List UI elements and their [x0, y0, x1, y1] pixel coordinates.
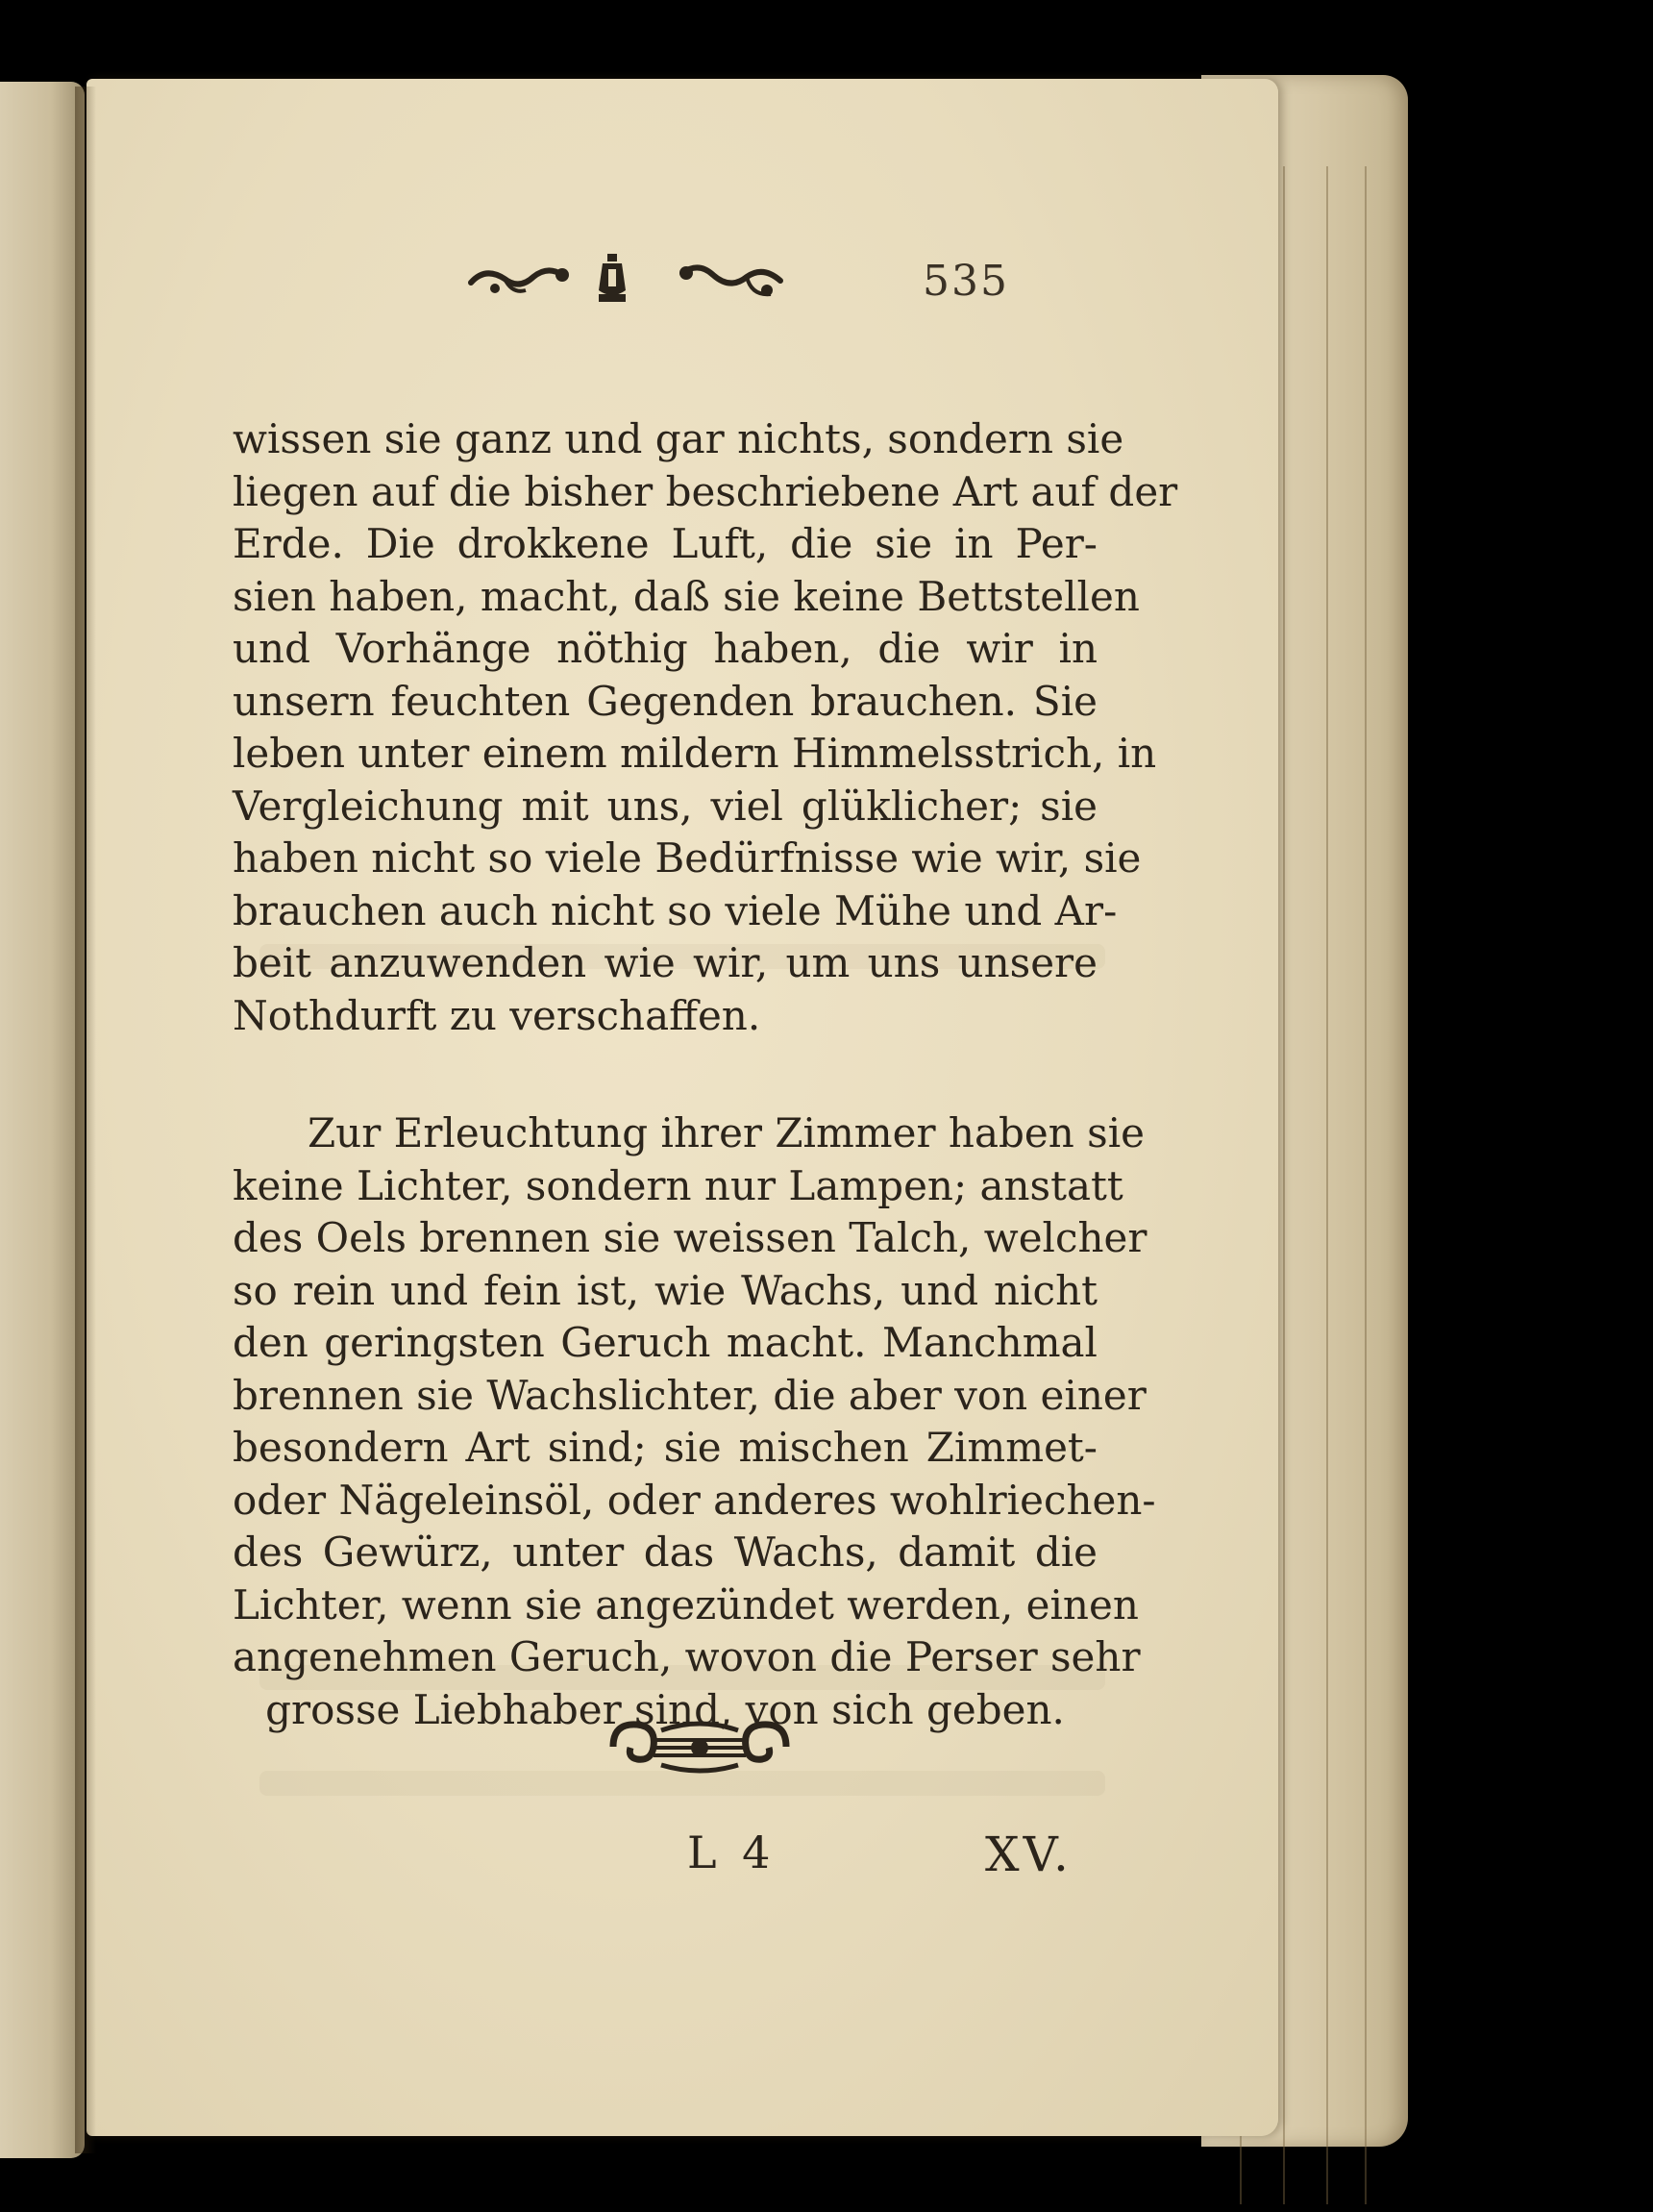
text-line: grosse Liebhaber sind, von sich geben. — [265, 1685, 1065, 1733]
text-line: Vergleichung mit uns, viel glüklicher; sie — [233, 782, 1098, 830]
text-line: unsern feuchten Gegenden brauchen. Sie — [233, 677, 1098, 725]
text-line: wissen sie ganz und gar nichts, sondern sie — [233, 415, 1124, 462]
text-line: so rein und fein ist, wie Wachs, und nicht — [233, 1266, 1098, 1314]
text-line: angenehmen Geruch, wovon die Perser sehr — [233, 1633, 1141, 1680]
text-line: Erde. Die drokkene Luft, die sie in Per- — [233, 520, 1098, 567]
tailpiece-ornament-icon — [604, 1713, 796, 1780]
vase-ornament-icon — [593, 252, 631, 306]
text-line: Zur Erleuchtung ihrer Zimmer haben sie — [308, 1109, 1145, 1156]
text-line: brauchen auch nicht so viele Mühe und Ar- — [233, 886, 1118, 934]
text-line: sien haben, macht, daß sie keine Bettstellen — [233, 572, 1140, 620]
text-line: des Gewürz, unter das Wachs, damit die — [233, 1529, 1098, 1576]
page-number: 535 — [923, 257, 1009, 306]
signature-mark: L 4 — [687, 1827, 777, 1878]
text-line: leben unter einem mildern Himmelsstrich, in — [233, 730, 1157, 777]
scroll-ornament-icon — [466, 261, 572, 300]
text-line: beit anzuwenden wie wir, um uns unsere — [233, 939, 1098, 986]
page-edge-line — [1283, 166, 1285, 2204]
text-line: liegen auf die bisher beschriebene Art auf der — [233, 467, 1178, 515]
text-line: Nothdurft zu verschaffen. — [233, 991, 761, 1039]
text-line: brennen sie Wachslichter, die aber von einer — [233, 1371, 1147, 1419]
text-line: oder Nägeleinsöl, oder anderes wohlriechen- — [233, 1476, 1156, 1524]
text-line: keine Lichter, sondern nur Lampen; anstatt — [233, 1161, 1123, 1209]
previous-page-edge — [0, 82, 85, 2158]
book-page — [86, 79, 1278, 2136]
paragraph — [233, 413, 1178, 1042]
page-edge-line — [1365, 166, 1367, 2204]
page-body-text — [233, 413, 1178, 1736]
text-line: den geringsten Geruch macht. Manchmal — [233, 1319, 1098, 1366]
text-line: Lichter, wenn sie angezündet werden, einen — [233, 1580, 1139, 1628]
paragraph — [233, 1107, 1156, 1736]
gutter-shadow — [75, 87, 96, 2153]
scroll-ornament-icon — [675, 260, 790, 304]
catchword: XV. — [985, 1827, 1073, 1882]
text-line: besondern Art sind; sie mischen Zimmet- — [233, 1424, 1098, 1471]
page-edge-line — [1326, 166, 1328, 2204]
text-line: haben nicht so viele Bedürfnisse wie wir, sie — [233, 834, 1142, 882]
text-line: und Vorhänge nöthig haben, die wir in — [233, 625, 1098, 672]
text-line: des Oels brennen sie weissen Talch, welcher — [233, 1214, 1147, 1261]
